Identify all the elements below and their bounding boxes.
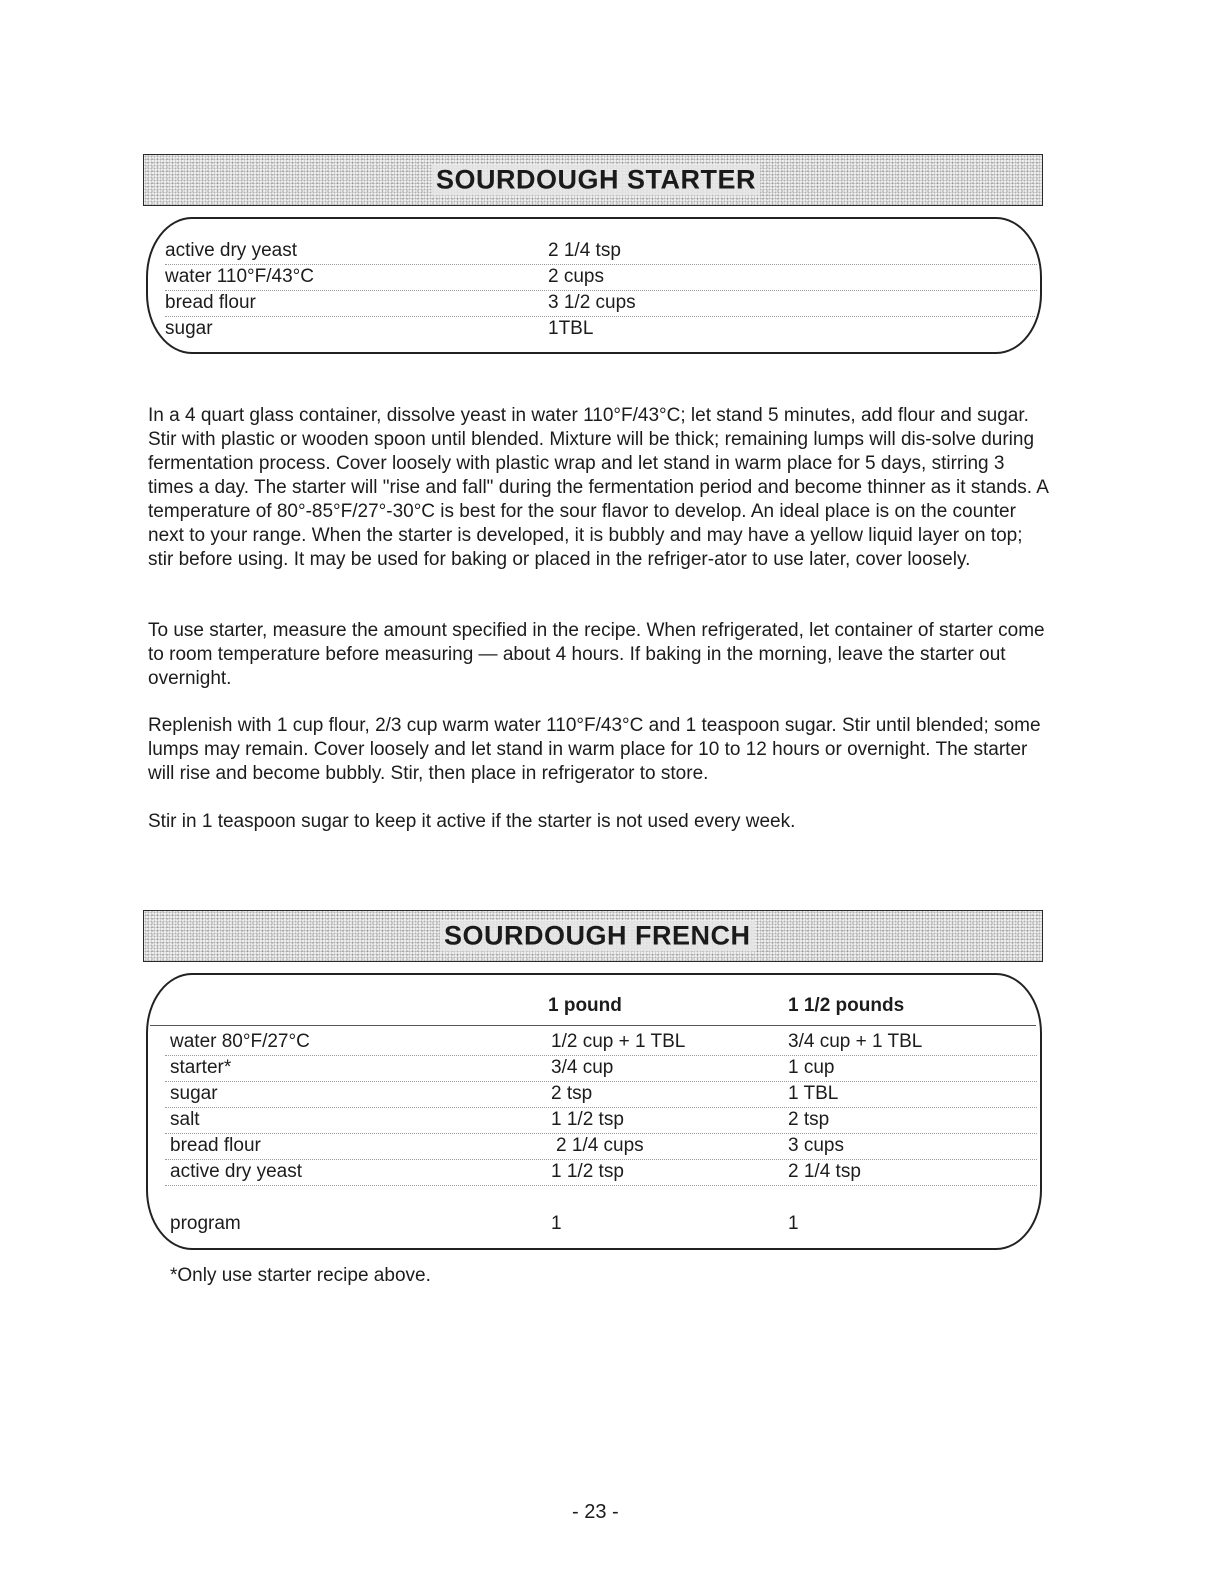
- row-divider: [165, 1133, 1037, 1134]
- row-divider: [165, 1055, 1037, 1056]
- ingredient-amount: 3 1/2 cups: [548, 292, 636, 313]
- french-banner: [143, 910, 1043, 962]
- ingredient-name: bread flour: [165, 292, 256, 313]
- ingredient-name: active dry yeast: [165, 240, 297, 261]
- row-divider: [165, 1107, 1037, 1108]
- starter-instructions-1: In a 4 quart glass container, dissolve yeast in water 110°F/43°C; let stand 5 minutes, add flour and sugar. Stir with plastic or wooden spoon until blended. Mixture will be thick; remaining lumps will dis-solve during fermentation process. Cover loosely with plastic wrap and let stand in warm place for 5 days, stirring 3 times a day. The starter will "rise and fall" during the fermentation period and become thinner as it stands. A temperature of 80°-85°F/27°-30°C is best for the sour flavor to develop. An ideal place is on the counter next to your range. When the starter is developed, it is bubbly and may have a yellow liquid layer on top; stir before using. It may be used for baking or placed in the refriger-ator to use later, cover loosely.: [148, 405, 1048, 570]
- french-title: SOURDOUGH FRENCH: [440, 921, 755, 952]
- starter-banner: [143, 154, 1043, 206]
- row-divider: [165, 316, 1037, 317]
- row-divider: [165, 290, 1037, 291]
- starter-instructions-2: To use starter, measure the amount specified in the recipe. When refrigerated, let container of starter come to room temperature before measuring — about 4 hours. If baking in the morning, leave the starter out overnight.: [148, 620, 1045, 689]
- program-value-1-5-pounds: 1: [788, 1213, 799, 1234]
- starter-instructions-3: Replenish with 1 cup flour, 2/3 cup warm water 110°F/43°C and 1 teaspoon sugar. Stir until blended; some lumps may remain. Cover loosely and let stand in warm place for 10 to 12 hours or overnight. The starter will rise and become bubbly. Stir, then place in refrigerator to store.: [148, 715, 1041, 784]
- ingredient-name: bread flour: [170, 1135, 261, 1156]
- ingredient-name: active dry yeast: [170, 1161, 302, 1182]
- row-divider: [165, 1159, 1037, 1160]
- ingredient-amount: 2 cups: [548, 266, 604, 287]
- ingredient-amount-1-5-pounds: 3 cups: [788, 1135, 844, 1156]
- column-header-1-pound: 1 pound: [548, 995, 622, 1016]
- header-divider: [150, 1025, 1036, 1026]
- ingredient-amount: 1TBL: [548, 318, 594, 339]
- starter-title: SOURDOUGH STARTER: [432, 165, 760, 196]
- column-header-1-5-pounds: 1 1/2 pounds: [788, 995, 905, 1016]
- row-divider: [165, 1081, 1037, 1082]
- ingredient-name: salt: [170, 1109, 200, 1130]
- starter-footnote: *Only use starter recipe above.: [170, 1265, 431, 1286]
- ingredient-amount-1-5-pounds: 2 1/4 tsp: [788, 1161, 861, 1182]
- ingredient-amount-1-5-pounds: 3/4 cup + 1 TBL: [788, 1031, 923, 1052]
- ingredient-amount-1-pound: 2 1/4 cups: [556, 1135, 644, 1156]
- ingredient-amount-1-pound: 1/2 cup + 1 TBL: [551, 1031, 686, 1052]
- ingredient-amount: 2 1/4 tsp: [548, 240, 621, 261]
- ingredient-name: sugar: [170, 1083, 218, 1104]
- starter-instructions-4: Stir in 1 teaspoon sugar to keep it active if the starter is not used every week.: [148, 811, 796, 832]
- ingredient-amount-1-5-pounds: 1 TBL: [788, 1083, 839, 1104]
- ingredient-amount-1-pound: 3/4 cup: [551, 1057, 614, 1078]
- ingredient-name: sugar: [165, 318, 213, 339]
- ingredient-name: water 80°F/27°C: [170, 1031, 310, 1052]
- ingredient-amount-1-pound: 2 tsp: [551, 1083, 593, 1104]
- ingredient-amount-1-pound: 1 1/2 tsp: [551, 1161, 624, 1182]
- row-divider: [165, 1185, 1037, 1186]
- ingredient-amount-1-5-pounds: 2 tsp: [788, 1109, 830, 1130]
- row-divider: [165, 264, 1037, 265]
- ingredient-amount-1-5-pounds: 1 cup: [788, 1057, 835, 1078]
- program-value-1-pound: 1: [551, 1213, 562, 1234]
- ingredient-amount-1-pound: 1 1/2 tsp: [551, 1109, 624, 1130]
- page-number: - 23 -: [572, 1501, 619, 1523]
- ingredient-name: starter*: [170, 1057, 232, 1078]
- program-label: program: [170, 1213, 241, 1234]
- ingredient-name: water 110°F/43°C: [165, 266, 314, 287]
